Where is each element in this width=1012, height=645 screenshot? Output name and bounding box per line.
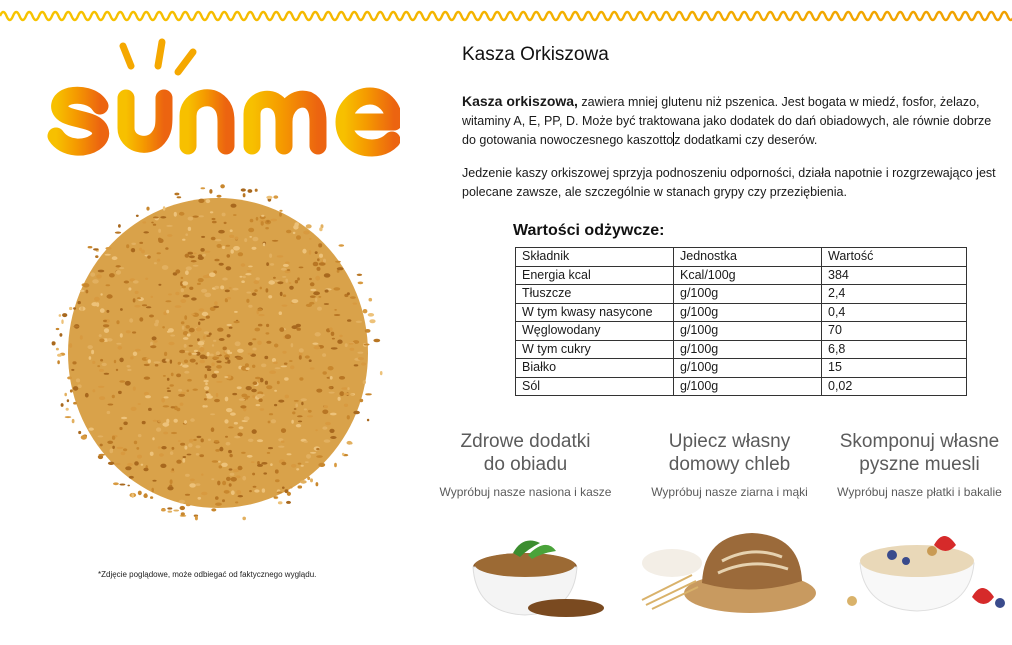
table-cell: 0,4 — [822, 303, 967, 322]
promo-title-line: Upiecz własny — [668, 431, 791, 452]
table-cell: Białko — [516, 359, 674, 378]
table-row — [516, 303, 967, 322]
description-text-b: z dodatkami czy deserów. — [674, 133, 818, 147]
wave-border — [0, 6, 1012, 26]
buckwheat-bowl-image — [428, 505, 623, 620]
table-row — [516, 266, 967, 285]
promo-subtitle: Wypróbuj nasze ziarna i mąki — [651, 485, 808, 499]
table-row — [516, 359, 967, 378]
table-cell: W tym cukry — [516, 340, 674, 359]
description-text-a: zawiera mniej glutenu niż pszenica. Jest bogata w miedź, fosfor, żelazo, witaminy A, E, PP, D. Może być traktowana jako dodatek do dań obiadowych, ale równie dobrze do gotowania nowoczesnego kaszotto — [462, 95, 992, 147]
table-cell: W tym kwasy nasycone — [516, 303, 674, 322]
table-cell: Kcal/100g — [674, 266, 822, 285]
description-paragraph-1 — [462, 92, 1008, 150]
table-cell: g/100g — [674, 377, 822, 396]
sun-rays-icon — [123, 42, 193, 72]
promo-subtitle: Wypróbuj nasze płatki i bakalie — [837, 485, 1002, 499]
table-cell: g/100g — [674, 285, 822, 304]
promo-title — [428, 430, 623, 476]
promo-title-line: Skomponuj własne — [839, 431, 1000, 452]
page-title: Kasza Orkiszowa — [462, 44, 609, 65]
table-cell: Węglowodany — [516, 322, 674, 341]
table-cell: g/100g — [674, 322, 822, 341]
table-cell: Tłuszcze — [516, 285, 674, 304]
promo-title-line: domowy chleb — [668, 454, 791, 475]
table-cell: g/100g — [674, 303, 822, 322]
promo-muesli[interactable] — [822, 430, 1012, 499]
promo-title — [632, 430, 827, 476]
table-row — [516, 322, 967, 341]
promo-title-line: do obiadu — [483, 454, 568, 475]
promo-dinner-sides[interactable] — [428, 430, 623, 499]
table-cell: Sól — [516, 377, 674, 396]
promo-bread[interactable] — [632, 430, 827, 499]
bread-loaf-image — [632, 505, 827, 620]
table-cell: 0,02 — [822, 377, 967, 396]
promo-title-line: Zdrowe dodatki — [460, 431, 591, 452]
promo-title-line: pyszne muesli — [859, 454, 980, 475]
table-cell: 15 — [822, 359, 967, 378]
muesli-bowl-image — [822, 505, 1012, 620]
table-cell: g/100g — [674, 340, 822, 359]
table-cell: 70 — [822, 322, 967, 341]
table-row — [516, 285, 967, 304]
spelt-groats-image — [50, 175, 390, 535]
description-paragraph-2: Jedzenie kaszy orkiszowej sprzyja podnoszeniu odporności, działa napotnie i rozgrzewająco jest polecane zawsze, ale szczególnie w stanach grypy czy przeziębienia. — [462, 166, 996, 199]
table-cell: Energia kcal — [516, 266, 674, 285]
table-header-cell: Wartość — [822, 248, 967, 267]
table-row — [516, 377, 967, 396]
table-cell: 6,8 — [822, 340, 967, 359]
table-cell: 384 — [822, 266, 967, 285]
table-cell: 2,4 — [822, 285, 967, 304]
table-header-cell: Jednostka — [674, 248, 822, 267]
photo-disclaimer: *Zdjęcie poglądowe, może odbiegać od faktycznego wyglądu. — [98, 570, 317, 579]
nutrition-heading: Wartości odżywcze: — [513, 222, 665, 239]
table-header-row — [516, 248, 967, 267]
promo-title — [822, 430, 1012, 476]
sunme-logo — [30, 36, 400, 161]
promo-subtitle: Wypróbuj nasze nasiona i kasze — [439, 485, 612, 499]
table-header-cell: Składnik — [516, 248, 674, 267]
description-lead: Kasza orkiszowa, — [462, 93, 578, 109]
table-row — [516, 340, 967, 359]
table-cell: g/100g — [674, 359, 822, 378]
nutrition-table — [515, 247, 967, 396]
